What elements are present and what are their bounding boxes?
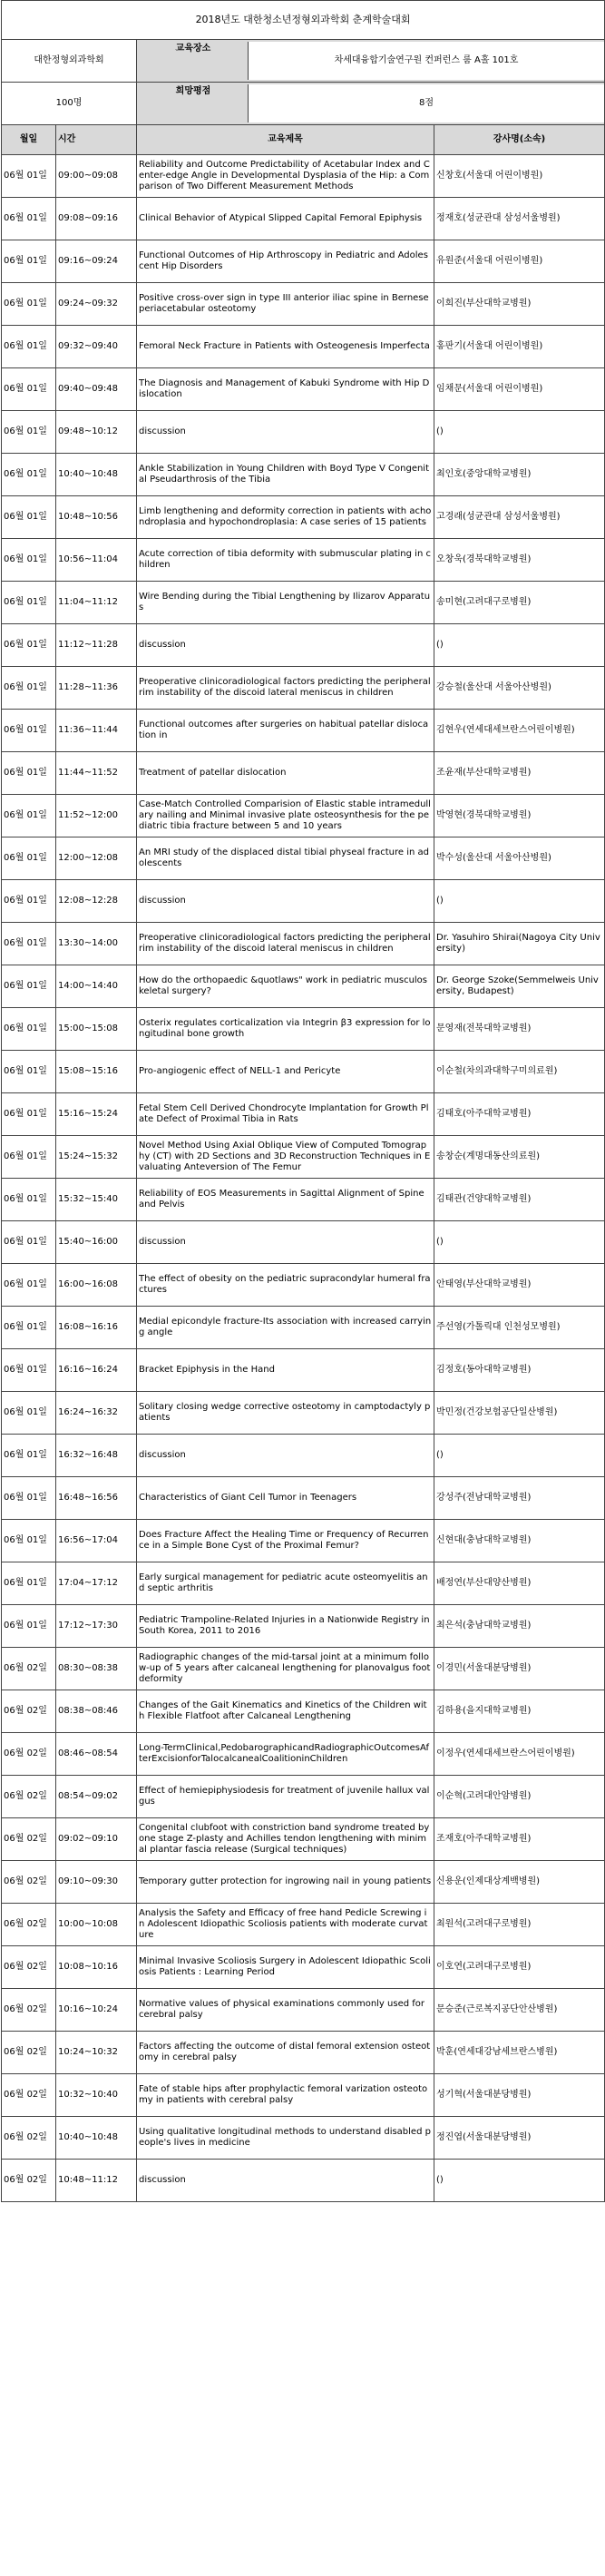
row-speaker: 박훈(연세대강남세브란스병원)	[434, 2032, 605, 2074]
row-time: 13:30~14:00	[56, 923, 137, 965]
row-date: 06월 02일	[2, 2160, 56, 2202]
row-date: 06월 01일	[2, 1605, 56, 1648]
table-row	[2, 880, 605, 923]
row-subject: Reliability of EOS Measurements in Sagittal Alignment of Spine and Pelvis	[137, 1179, 434, 1221]
row-time: 11:36~11:44	[56, 710, 137, 752]
row-speaker: ()	[434, 411, 605, 454]
row-time: 11:28~11:36	[56, 667, 137, 710]
header-subject: 교육제목	[137, 125, 434, 155]
table-row	[2, 496, 605, 539]
row-time: 08:38~08:46	[56, 1690, 137, 1733]
row-date: 06월 01일	[2, 624, 56, 667]
row-speaker: ()	[434, 2160, 605, 2202]
row-time: 16:32~16:48	[56, 1435, 137, 1477]
row-time: 12:08~12:28	[56, 880, 137, 923]
row-time: 17:12~17:30	[56, 1605, 137, 1648]
row-date: 06월 02일	[2, 2032, 56, 2074]
row-time: 15:16~15:24	[56, 1093, 137, 1136]
table-row	[2, 1349, 605, 1392]
row-subject: Analysis the Safety and Efficacy of free hand Pedicle Screwing in Adolescent Idiopathic Scoliosis patients with moderate curvature	[137, 1904, 434, 1946]
row-speaker: 이순철(차의과대학구미의료원)	[434, 1051, 605, 1093]
table-row	[2, 1520, 605, 1562]
row-subject: An MRI study of the displaced distal tibial physeal fracture in adolescents	[137, 837, 434, 880]
table-row	[2, 710, 605, 752]
row-speaker: ()	[434, 880, 605, 923]
table-row	[2, 368, 605, 411]
row-subject: Osterix regulates corticalization via Integrin β3 expression for longitudinal bone growth	[137, 1008, 434, 1051]
row-speaker: 문영재(전북대학교병원)	[434, 1008, 605, 1051]
row-speaker: 이순혁(고려대안암병원)	[434, 1776, 605, 1818]
row-subject: Long-TermClinical,PedobarographicandRadiographicOutcomesAfterExcisionforTalocalcanealCoalitioninChildren	[137, 1733, 434, 1776]
row-date: 06월 01일	[2, 1349, 56, 1392]
row-subject: Fetal Stem Cell Derived Chondrocyte Implantation for Growth Plate Defect of Proximal Tibia in Rats	[137, 1093, 434, 1136]
table-row	[2, 1562, 605, 1605]
row-time: 09:24~09:32	[56, 283, 137, 326]
row-subject: discussion	[137, 880, 434, 923]
schedule-rows	[2, 155, 605, 2202]
row-date: 06월 02일	[2, 1776, 56, 1818]
row-time: 10:00~10:08	[56, 1904, 137, 1946]
table-row	[2, 155, 605, 198]
row-date: 06월 01일	[2, 1051, 56, 1093]
row-date: 06월 02일	[2, 2074, 56, 2117]
row-time: 08:46~08:54	[56, 1733, 137, 1776]
row-speaker: 정재호(성균관대 삼성서울병원)	[434, 198, 605, 240]
row-subject: discussion	[137, 1221, 434, 1264]
row-date: 06월 01일	[2, 667, 56, 710]
table-row	[2, 2117, 605, 2160]
table-row	[2, 1093, 605, 1136]
table-row	[2, 2074, 605, 2117]
row-subject: Wire Bending during the Tibial Lengthening by Ilizarov Apparatus	[137, 582, 434, 624]
row-date: 06월 02일	[2, 1946, 56, 1989]
row-speaker: ()	[434, 1221, 605, 1264]
table-row	[2, 1264, 605, 1307]
capacity-value: 100명	[2, 83, 137, 125]
row-time: 16:56~17:04	[56, 1520, 137, 1562]
row-date: 06월 02일	[2, 2117, 56, 2160]
row-speaker: 배정연(부산대양산병원)	[434, 1562, 605, 1605]
row-time: 09:40~09:48	[56, 368, 137, 411]
row-time: 15:40~16:00	[56, 1221, 137, 1264]
row-subject: Functional outcomes after surgeries on habitual patellar dislocation in	[137, 710, 434, 752]
row-speaker: 박영현(경북대학교병원)	[434, 795, 605, 837]
row-date: 06월 01일	[2, 155, 56, 198]
table-row	[2, 1818, 605, 1861]
credit-value: 8점	[248, 84, 604, 122]
row-speaker: 박수성(울산대 서울아산병원)	[434, 837, 605, 880]
row-subject: Pro-angiogenic effect of NELL-1 and Pericyte	[137, 1051, 434, 1093]
row-date: 06월 01일	[2, 1520, 56, 1562]
row-time: 08:54~09:02	[56, 1776, 137, 1818]
table-row	[2, 1435, 605, 1477]
row-subject: Positive cross-over sign in type III anterior iliac spine in Bernese periacetabular osteotomy	[137, 283, 434, 326]
row-date: 06월 02일	[2, 1690, 56, 1733]
row-date: 06월 01일	[2, 795, 56, 837]
row-date: 06월 02일	[2, 1989, 56, 2032]
table-row	[2, 1776, 605, 1818]
place-label	[137, 40, 605, 83]
row-speaker: 홍판기(서울대 어린이병원)	[434, 326, 605, 368]
row-time: 15:08~15:16	[56, 1051, 137, 1093]
row-subject: Does Fracture Affect the Healing Time or Frequency of Recurrence in a Simple Bone Cyst of the Proximal Femur?	[137, 1520, 434, 1562]
table-row	[2, 1861, 605, 1904]
row-time: 10:40~10:48	[56, 2117, 137, 2160]
row-date: 06월 02일	[2, 1904, 56, 1946]
row-date: 06월 01일	[2, 1264, 56, 1307]
row-subject: Pediatric Trampoline-Related Injuries in a Nationwide Registry in South Korea, 2011 to 2016	[137, 1605, 434, 1648]
table-row	[2, 1733, 605, 1776]
row-subject: Femoral Neck Fracture in Patients with Osteogenesis Imperfecta	[137, 326, 434, 368]
row-speaker: 성기혁(서울대분당병원)	[434, 2074, 605, 2117]
table-row	[2, 1946, 605, 1989]
row-subject: Radiographic changes of the mid-tarsal joint at a minimum follow-up of 5 years after calcaneal lengthening for planovalgus foot deformity	[137, 1648, 434, 1690]
table-row	[2, 539, 605, 582]
row-time: 08:30~08:38	[56, 1648, 137, 1690]
row-subject: The effect of obesity on the pediatric supracondylar humeral fractures	[137, 1264, 434, 1307]
row-date: 06월 01일	[2, 710, 56, 752]
row-time: 12:00~12:08	[56, 837, 137, 880]
row-subject: Treatment of patellar dislocation	[137, 752, 434, 795]
row-speaker: 김정호(동아대학교병원)	[434, 1349, 605, 1392]
row-speaker: 김현우(연세대세브란스어린이병원)	[434, 710, 605, 752]
row-speaker: 신창호(서울대 어린이병원)	[434, 155, 605, 198]
row-subject: Acute correction of tibia deformity with submuscular plating in children	[137, 539, 434, 582]
row-time: 09:10~09:30	[56, 1861, 137, 1904]
row-time: 10:56~11:04	[56, 539, 137, 582]
row-subject: Effect of hemiepiphysiodesis for treatment of juvenile hallux valgus	[137, 1776, 434, 1818]
row-date: 06월 01일	[2, 240, 56, 283]
row-date: 06월 01일	[2, 582, 56, 624]
credit-label	[137, 83, 605, 125]
row-subject: Fate of stable hips after prophylactic femoral varization osteotomy in patients with cerebral palsy	[137, 2074, 434, 2117]
table-row	[2, 1221, 605, 1264]
row-speaker: 김태호(아주대학교병원)	[434, 1093, 605, 1136]
row-speaker: 문승준(근로복지공단안산병원)	[434, 1989, 605, 2032]
row-speaker: 송미현(고려대구로병원)	[434, 582, 605, 624]
row-speaker: 조윤재(부산대학교병원)	[434, 752, 605, 795]
table-row	[2, 2032, 605, 2074]
row-time: 09:02~09:10	[56, 1818, 137, 1861]
schedule-table	[1, 0, 605, 2202]
row-subject: Preoperative clinicoradiological factors predicting the peripheral rim instability of the discoid lateral meniscus in children	[137, 923, 434, 965]
row-time: 10:48~11:12	[56, 2160, 137, 2202]
row-subject: Early surgical management for pediatric acute osteomyelitis and septic arthritis	[137, 1562, 434, 1605]
table-row	[2, 2160, 605, 2202]
row-time: 16:00~16:08	[56, 1264, 137, 1307]
row-subject: Bracket Epiphysis in the Hand	[137, 1349, 434, 1392]
table-row	[2, 1179, 605, 1221]
table-row	[2, 1307, 605, 1349]
table-row	[2, 1477, 605, 1520]
row-speaker: 이정우(연세대세브란스어린이병원)	[434, 1733, 605, 1776]
table-row	[2, 624, 605, 667]
table-row	[2, 411, 605, 454]
table-row	[2, 283, 605, 326]
row-subject: Novel Method Using Axial Oblique View of Computed Tomography (CT) with 2D Sections and 3D Reconstruction Techniques in Evaluating Anteversion of The Femur	[137, 1136, 434, 1179]
row-time: 10:32~10:40	[56, 2074, 137, 2117]
table-row	[2, 795, 605, 837]
row-date: 06월 01일	[2, 923, 56, 965]
row-speaker: 고경래(성균관대 삼성서울병원)	[434, 496, 605, 539]
row-date: 06월 01일	[2, 283, 56, 326]
row-speaker: 송창순(계명대동산의료원)	[434, 1136, 605, 1179]
row-time: 15:32~15:40	[56, 1179, 137, 1221]
table-row	[2, 752, 605, 795]
row-speaker: 유원준(서울대 어린이병원)	[434, 240, 605, 283]
table-row	[2, 923, 605, 965]
row-date: 06월 01일	[2, 752, 56, 795]
table-row	[2, 667, 605, 710]
table-row	[2, 1605, 605, 1648]
row-date: 06월 01일	[2, 965, 56, 1008]
row-speaker: Dr. Yasuhiro Shirai(Nagoya City University)	[434, 923, 605, 965]
row-date: 06월 01일	[2, 1392, 56, 1435]
table-row	[2, 1051, 605, 1093]
header-month: 월일	[2, 125, 56, 155]
row-time: 10:24~10:32	[56, 2032, 137, 2074]
table-row	[2, 240, 605, 283]
row-date: 06월 01일	[2, 1136, 56, 1179]
row-date: 06월 01일	[2, 1093, 56, 1136]
row-speaker: 이희진(부산대학교병원)	[434, 283, 605, 326]
row-speaker: 최은석(충남대학교병원)	[434, 1605, 605, 1648]
place-label-text: 교육장소	[175, 44, 211, 54]
row-date: 06월 01일	[2, 1307, 56, 1349]
row-speaker: 박민정(건강보험공단일산병원)	[434, 1392, 605, 1435]
row-speaker: 임채문(서울대 어린이병원)	[434, 368, 605, 411]
row-subject: Changes of the Gait Kinematics and Kinetics of the Children with Flexible Flatfoot after Calcaneal Lengthening	[137, 1690, 434, 1733]
row-speaker: 최인호(중앙대학교병원)	[434, 454, 605, 496]
row-speaker: 강승철(울산대 서울아산병원)	[434, 667, 605, 710]
row-time: 09:16~09:24	[56, 240, 137, 283]
row-time: 09:00~09:08	[56, 155, 137, 198]
row-speaker: 이경민(서울대분당병원)	[434, 1648, 605, 1690]
row-date: 06월 01일	[2, 1179, 56, 1221]
row-date: 06월 02일	[2, 1733, 56, 1776]
row-date: 06월 01일	[2, 837, 56, 880]
row-time: 16:08~16:16	[56, 1307, 137, 1349]
row-time: 15:24~15:32	[56, 1136, 137, 1179]
row-date: 06월 01일	[2, 539, 56, 582]
table-row	[2, 198, 605, 240]
row-speaker: 정진엽(서울대분당병원)	[434, 2117, 605, 2160]
row-date: 06월 01일	[2, 368, 56, 411]
row-speaker: 주선영(가톨릭대 인천성모병원)	[434, 1307, 605, 1349]
row-subject: Minimal Invasive Scoliosis Surgery in Adolescent Idiopathic Scoliosis Patients : Learning Period	[137, 1946, 434, 1989]
row-time: 09:08~09:16	[56, 198, 137, 240]
row-time: 10:48~10:56	[56, 496, 137, 539]
row-speaker: 오창욱(경북대학교병원)	[434, 539, 605, 582]
row-time: 10:16~10:24	[56, 1989, 137, 2032]
row-time: 16:16~16:24	[56, 1349, 137, 1392]
row-time: 14:00~14:40	[56, 965, 137, 1008]
row-time: 11:04~11:12	[56, 582, 137, 624]
table-row	[2, 1989, 605, 2032]
row-date: 06월 02일	[2, 1861, 56, 1904]
row-subject: Limb lengthening and deformity correction in patients with achondroplasia and hypochondroplasia: A case series of 15 patients	[137, 496, 434, 539]
row-date: 06월 01일	[2, 1008, 56, 1051]
row-time: 11:52~12:00	[56, 795, 137, 837]
row-time: 10:08~10:16	[56, 1946, 137, 1989]
row-time: 17:04~17:12	[56, 1562, 137, 1605]
row-speaker: 안태영(부산대학교병원)	[434, 1264, 605, 1307]
row-time: 10:40~10:48	[56, 454, 137, 496]
row-date: 06월 01일	[2, 1435, 56, 1477]
row-date: 06월 02일	[2, 1648, 56, 1690]
row-time: 16:24~16:32	[56, 1392, 137, 1435]
credit-label-text: 희망평점	[175, 86, 211, 96]
row-date: 06월 01일	[2, 1477, 56, 1520]
table-row	[2, 837, 605, 880]
row-date: 06월 01일	[2, 198, 56, 240]
table-row	[2, 965, 605, 1008]
row-subject: Preoperative clinicoradiological factors predicting the peripheral rim instability of the discoid lateral meniscus in children	[137, 667, 434, 710]
row-speaker: Dr. George Szoke(Semmelweis University, Budapest)	[434, 965, 605, 1008]
row-date: 06월 02일	[2, 1818, 56, 1861]
row-speaker: 신현대(충남대학교병원)	[434, 1520, 605, 1562]
row-subject: Using qualitative longitudinal methods to understand disabled people's lives in medicine	[137, 2117, 434, 2160]
row-speaker: ()	[434, 624, 605, 667]
table-row	[2, 454, 605, 496]
row-date: 06월 01일	[2, 1221, 56, 1264]
row-date: 06월 01일	[2, 411, 56, 454]
row-speaker: 이호연(고려대구로병원)	[434, 1946, 605, 1989]
row-date: 06월 01일	[2, 1562, 56, 1605]
row-subject: discussion	[137, 411, 434, 454]
row-subject: Medial epicondyle fracture-Its association with increased carrying angle	[137, 1307, 434, 1349]
table-row	[2, 1008, 605, 1051]
row-date: 06월 01일	[2, 496, 56, 539]
row-speaker: 강성주(전남대학교병원)	[434, 1477, 605, 1520]
row-subject: Congenital clubfoot with constriction band syndrome treated by one stage Z-plasty and Achilles tendon lengthening with minimal plantar fascia release (Surgical techniques)	[137, 1818, 434, 1861]
row-speaker: 최원석(고려대구로병원)	[434, 1904, 605, 1946]
row-time: 09:48~10:12	[56, 411, 137, 454]
row-subject: discussion	[137, 2160, 434, 2202]
row-subject: The Diagnosis and Management of Kabuki Syndrome with Hip Dislocation	[137, 368, 434, 411]
place-value: 차세대융합기술연구원 컨퍼런스 룸 A홀 101호	[248, 42, 604, 80]
table-row	[2, 582, 605, 624]
row-speaker: 신용운(인제대상계백병원)	[434, 1861, 605, 1904]
row-subject: discussion	[137, 1435, 434, 1477]
table-row	[2, 1690, 605, 1733]
row-speaker: ()	[434, 1435, 605, 1477]
page-title: 2018년도 대한청소년정형외과학회 춘계학술대회	[2, 1, 605, 40]
row-subject: Solitary closing wedge corrective osteotomy in camptodactyly patients	[137, 1392, 434, 1435]
row-date: 06월 01일	[2, 454, 56, 496]
table-row	[2, 1904, 605, 1946]
row-date: 06월 01일	[2, 326, 56, 368]
row-subject: Case-Match Controlled Comparision of Elastic stable intramedullary nailing and Minimal invasive plate osteosynthesis for the pediatric tibia fracture between 5 and 10 years	[137, 795, 434, 837]
row-speaker: 김태관(건양대학교병원)	[434, 1179, 605, 1221]
row-time: 11:44~11:52	[56, 752, 137, 795]
row-subject: Ankle Stabilization in Young Children with Boyd Type V Congenital Pseudarthrosis of the Tibia	[137, 454, 434, 496]
row-time: 16:48~16:56	[56, 1477, 137, 1520]
row-time: 09:32~09:40	[56, 326, 137, 368]
header-time: 시간	[56, 125, 137, 155]
row-subject: Reliability and Outcome Predictability of Acetabular Index and Center-edge Angle in Developmental Dysplasia of the Hip: a Comparison of Two Different Measurement Methods	[137, 155, 434, 198]
row-subject: discussion	[137, 624, 434, 667]
society-name: 대한정형외과학회	[2, 40, 137, 83]
row-time: 15:00~15:08	[56, 1008, 137, 1051]
row-subject: Clinical Behavior of Atypical Slipped Capital Femoral Epiphysis	[137, 198, 434, 240]
row-speaker: 김하용(을지대학교병원)	[434, 1690, 605, 1733]
row-subject: Characteristics of Giant Cell Tumor in Teenagers	[137, 1477, 434, 1520]
table-row	[2, 1136, 605, 1179]
row-subject: Functional Outcomes of Hip Arthroscopy in Pediatric and Adolescent Hip Disorders	[137, 240, 434, 283]
row-subject: Factors affecting the outcome of distal femoral extension osteotomy in cerebral palsy	[137, 2032, 434, 2074]
row-date: 06월 01일	[2, 880, 56, 923]
table-row	[2, 1392, 605, 1435]
row-time: 11:12~11:28	[56, 624, 137, 667]
header-speaker: 강사명(소속)	[434, 125, 605, 155]
row-subject: Temporary gutter protection for ingrowing nail in young patients	[137, 1861, 434, 1904]
table-row	[2, 326, 605, 368]
row-speaker: 조재호(아주대학교병원)	[434, 1818, 605, 1861]
table-row	[2, 1648, 605, 1690]
row-subject: How do the orthopaedic &quotlaws" work in pediatric musculoskeletal surgery?	[137, 965, 434, 1008]
row-subject: Normative values of physical examinations commonly used for cerebral palsy	[137, 1989, 434, 2032]
